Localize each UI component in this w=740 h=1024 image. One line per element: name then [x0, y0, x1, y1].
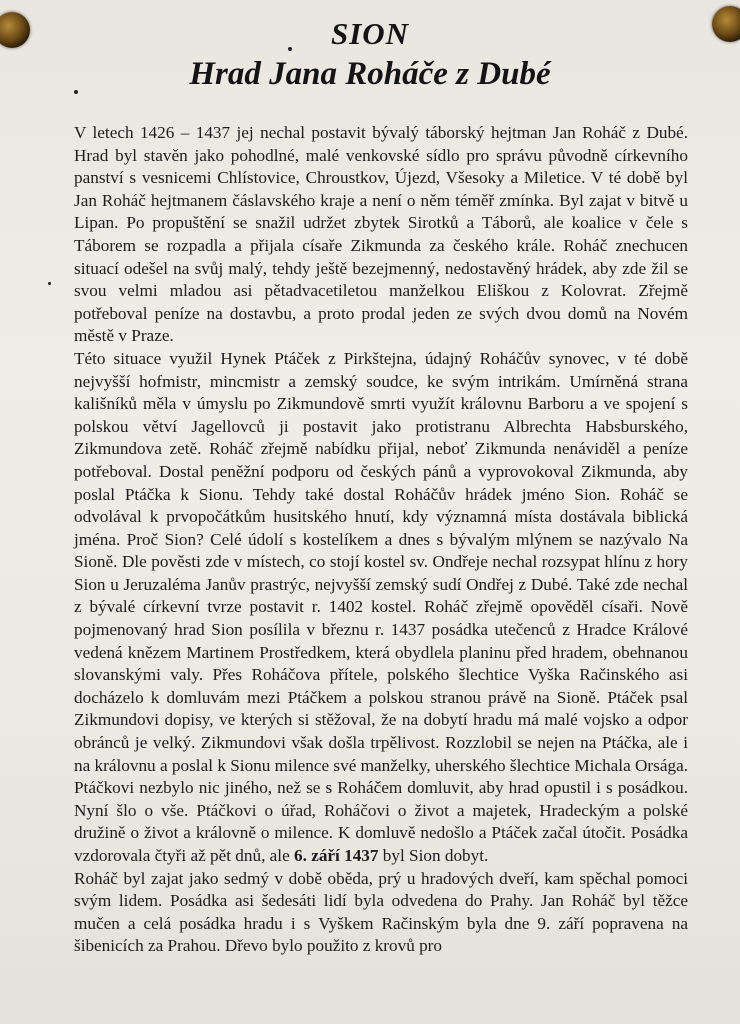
paragraph-capture: Roháč byl zajat jako sedmý v době oběda, prý u hradových dveří, kam spěchal pomoci svým lidem. Posádka asi šedesáti lidí byla odvedena do Prahy. Jan Roháč byl těžce mučen a celá posádka hradu i s Vyškem Račinským byla dne 9. září popravena na šibenicích za Prahou. Dřevo bylo použito z krovů pro [74, 868, 688, 956]
siege-date: 6. září 1437 [294, 846, 379, 865]
sign-title: SION [330, 16, 410, 51]
speck [48, 282, 51, 285]
sign-subtitle: Hrad Jana Roháče z Dubé [189, 56, 551, 92]
sign-text [74, 122, 688, 958]
paragraph-siege-text: Této situace využil Hynek Ptáček z Pirkštejna, údajný Roháčův synovec, v té době nejvyšší hofmistr, mincmistr a zemský soudce, ke svým intrikám. Umírněná strana kališníků měla v úmyslu po Zikmundově smrti využít královnu Barboru a ve spojení s polskou větví Jagellovců ji postavit jako protistranu Albrechta Habsburského, Zikmundova zetě. Roháč zřejmě nabídku přijal, neboť Zikmunda nenáviděl a peníze potřeboval. Dostal peněžní podporu od českých pánů a vyprovokoval Zikmunda, aby poslal Ptáčka k Sionu. Tehdy také dostal Roháčův hrádek jméno Sion. Roháč se odvolával k prvopočátkům husitského hnutí, kdy významná místa dostávala biblická jména. Proč Sion? Celé údolí s kostelíkem a dnes s bývalým mlýnem se nazývalo Na Sioně. Dle pověsti zde v místech, co stojí kostel sv. Ondřeje nechal rozsypat hlínu z hory Sion u Jeruzaléma Janův prastrýc, nejvyšší zemský sudí Ondřej z Dubé. Také zde nechal z bývalé církevní tvrze postavit r. 1402 kostel. Roháč zřejmě opověděl císaři. Nově pojmenovaný hrad Sion posílila v březnu r. 1437 posádka utečenců z Hradce Králové vedená knězem Martinem Prostředkem, která obydlela planinu před hradem, obehnanou slovanskými valy. Přes Roháčova přítele, polského šlechtice Vyška Račinského asi docházelo k domluvám mezi Ptáčkem a polskou stranou právě na Sioně. Ptáček psal Zikmundovi dopisy, ve kterých si stěžoval, že na dobytí hradu má malé vojsko a odpor obránců je velký. Zikmundovi však došla trpělivost. Rozzlobil se nejen na Ptáčka, ale i na královnu a poslal k Sionu milence své manželky, uherského šlechtice Michala Orsága. Ptáčkovi nezbylo nic jiného, než se s Roháčem domluvit, aby hrad opustil i s posádkou. Nyní šlo o vše. Ptáčkovi o úřad, Roháčovi o život a majetek, Hradeckým a polské družině o život a královně o milence. K domluvě nedošlo a Ptáček začal útočit. Posádka vzdorovala čtyři až pět dnů, ale [74, 348, 688, 865]
paragraph-siege [74, 348, 688, 868]
paragraph-history: V letech 1426 – 1437 jej nechal postavit bývalý táborský hejtman Jan Roháč z Dubé. Hrad byl stavěn jako pohodlné, malé venkovské sídlo pro správu původně církevního panství s vesnicemi Chlístovice, Chroustkov, Újezd, Všesoky a Miletice. V té době byl Jan Roháč hejtmanem čáslavského kraje a není o něm téměř zmínka. Byl zajat v bitvě u Lipan. Po propuštění se snažil udržet zbytek Sirotků a Táborů, ale koalice v čele s Táborem se rozpadla a přijala císaře Zikmunda za českého krále. Roháč znechucen situací odešel na svůj malý, tehdy ještě bezejmenný, nedostavěný hrádek, aby zde žil se svou velmi mladou asi pětadvacetiletou manželkou Eliškou z Kolovrat. Zřejmě potřeboval peníze na dostavbu, a proto prodal jeden ze svých dvou domů na Novém městě v Praze. [74, 123, 688, 346]
paragraph-siege-end: byl Sion dobyt. [382, 846, 489, 865]
